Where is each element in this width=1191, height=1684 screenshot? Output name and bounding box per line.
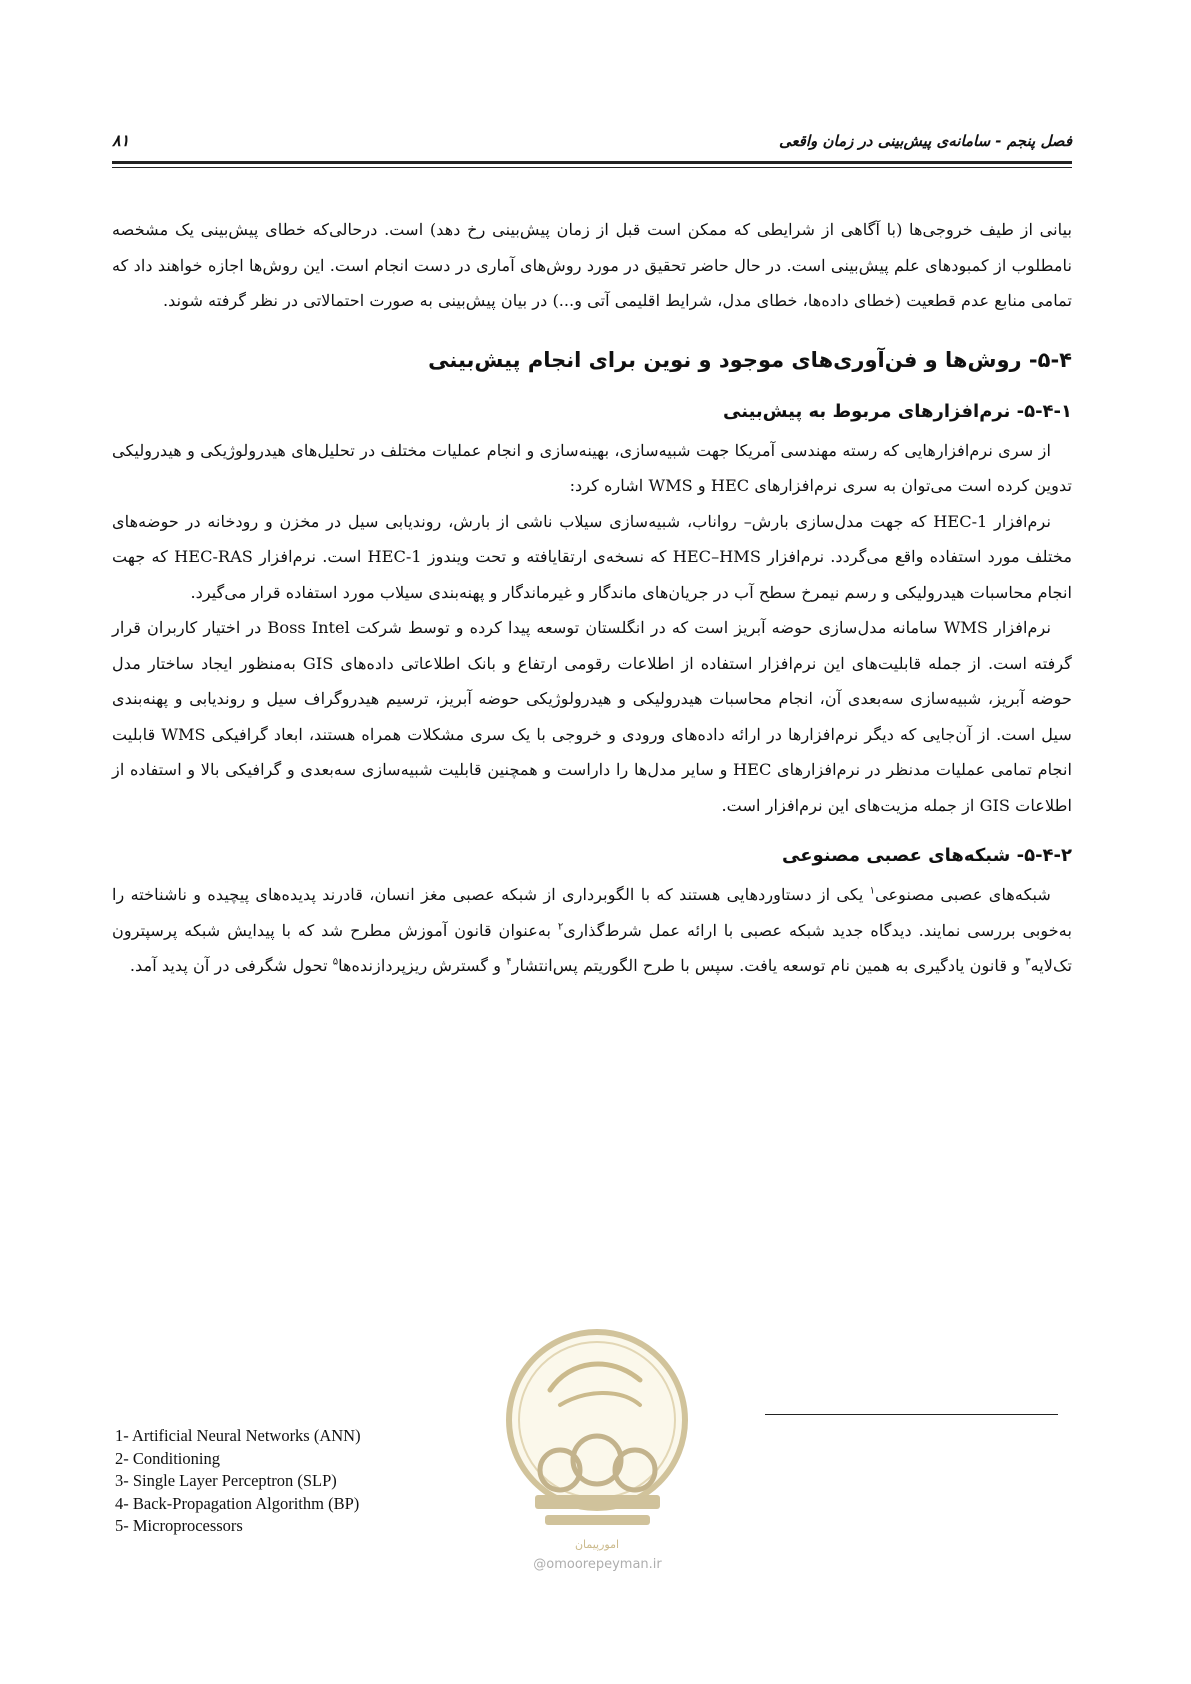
subsection-heading-ann: ۵-۴-۲- شبکه‌های عصبی مصنوعی [782, 845, 1072, 866]
footnote-5: 5- Microprocessors [115, 1516, 243, 1535]
footnote-separator [765, 1414, 1058, 1415]
watermark-emblem-icon [490, 1320, 705, 1555]
footnote-ref-3: ۳ [1025, 956, 1031, 968]
footnote-ref-1: ۱ [869, 885, 876, 897]
watermark-logo [490, 1320, 705, 1580]
paragraph-intro: بیانی از طیف خروجی‌ها (با آگاهی از شرایطی که ممکن است قبل از زمان پیش‌بینی رخ دهد) است. درحالی‌که خطای پیش‌بینی یک مشخصه نامطلوب از کمبودهای علم پیش‌بینی است. در حال حاضر تحقیق در مورد روش‌های آماری در دست انجام است. این روش‌ها اجازه خواهند داد که تمامی منابع عدم قطعیت (خطای داده‌ها، خطای مدل، شرایط اقلیمی آتی و...) در بیان پیش‌بینی به صورت احتمالاتی در نظر گرفته شوند. [112, 220, 1072, 310]
header-rule-thin [112, 167, 1072, 168]
paragraph-ann: شبکه‌های عصبی مصنوعی$^۱$ یکی از دستاوردهایی هستند که با الگوبرداری از شبکه عصبی مغز انسان، قادرند پدیده‌های پیچیده و ناشناخته را به‌خوبی بررسی نمایند. دیدگاه جدید شبکه عصبی با ارائه عمل شرط‌گذاری$^۲$ به‌عنوان قانون آموزش مطرح شد که با پیدایش شبکه پرسپترون تک‌لایه$^۳$ و قانون یادگیری به همین نام توسعه یافت. سپس با طرح الگوریتم پس‌انتشار$^۴$ و گسترش ریزپردازنده‌ها$^۵$ تحول شگرفی در آن پدید آمد. [112, 885, 1072, 975]
paragraph-software-intro: از سری نرم‌افزارهایی که رسته مهندسی آمریکا جهت شبیه‌سازی، بهینه‌سازی و انجام عملیات مختلف در تحلیل‌های هیدرولوژیکی و هیدرولیکی تدوین کرده است می‌توان به سری نرم‌افزارهای HEC و WMS اشاره کرد: [112, 440, 1072, 495]
paragraph-hec: نرم‌افزار HEC-1 که جهت مدل‌سازی بارش– رواناب، شبیه‌سازی سیلاب ناشی از بارش، روندیابی سیل در مخزن و رودخانه در حوضه‌های مختلف مورد استفاده واقع می‌گردد. نرم‌افزار HEC–HMS که نسخه‌ی ارتقایافته و تحت ویندوز HEC-1 است. نرم‌افزار HEC-RAS که جهت انجام محاسبات هیدرولیکی و رسم نیمرخ سطح آب در جریان‌های ماندگار و غیرماندگار و پهنه‌بندی سیلاب مورد استفاده قرار می‌گیرد. [112, 511, 1072, 602]
footnotes [115, 1425, 361, 1538]
watermark-url: @omoorepeyman.ir [533, 1557, 662, 1572]
header-rule-thick [112, 161, 1072, 164]
section-heading: ۵-۴- روش‌ها و فن‌آوری‌های موجود و نوین برای انجام پیش‌بینی [428, 347, 1072, 372]
body-text [112, 212, 1072, 984]
page-number: ۸۱ [112, 131, 130, 150]
footnote-1: 1- Artificial Neural Networks (ANN) [115, 1426, 361, 1445]
footnote-ref-4: ۴ [506, 956, 512, 968]
chapter-title: فصل پنجم - سامانه‌ی پیش‌بینی در زمان واقعی [778, 132, 1072, 150]
footnote-4: 4- Back-Propagation Algorithm (BP) [115, 1493, 360, 1513]
footnote-2: 2- Conditioning [115, 1448, 220, 1468]
footnote-ref-2: ۲ [557, 921, 564, 933]
paragraph-wms: نرم‌افزار WMS سامانه مدل‌سازی حوضه آبریز است که در انگلستان توسعه پیدا کرده و توسط شرکت Boss Intel در اختیار کاربران قرار گرفته است. از جمله قابلیت‌های این نرم‌افزار استفاده از اطلاعات رقومی ارتفاع و بانک اطلاعاتی داده‌های GIS به‌منظور ایجاد ساختار مدل حوضه آبریز، شبیه‌سازی سه‌بعدی آن، انجام محاسبات هیدرولیکی و هیدرولوژیکی حوضه آبریز، ترسیم هیدروگراف سیل و روندیابی و پهنه‌بندی سیل است. از آن‌جایی که دیگر نرم‌افزارها در ارائه داده‌های ورودی و خروجی با یک سری مشکلات همراه هستند، ابعاد گرافیکی WMS قابلیت انجام تمامی عملیات مدنظر در نرم‌افزارهای HEC و سایر مدل‌ها را داراست و همچنین قابلیت شبیه‌سازی سه‌بعدی و گرافیکی بالا و استفاده از اطلاعات GIS از جمله مزیت‌های این نرم‌افزار است. [112, 618, 1073, 815]
subsection-heading-software: ۵-۴-۱- نرم‌افزارهای مربوط به پیش‌بینی [723, 400, 1072, 422]
running-head [112, 131, 1072, 150]
watermark-logo-text: امورپیمان [574, 1538, 620, 1551]
footnote-ref-5: ۵ [332, 956, 339, 968]
footnote-3: 3- Single Layer Perceptron (SLP) [115, 1471, 337, 1490]
